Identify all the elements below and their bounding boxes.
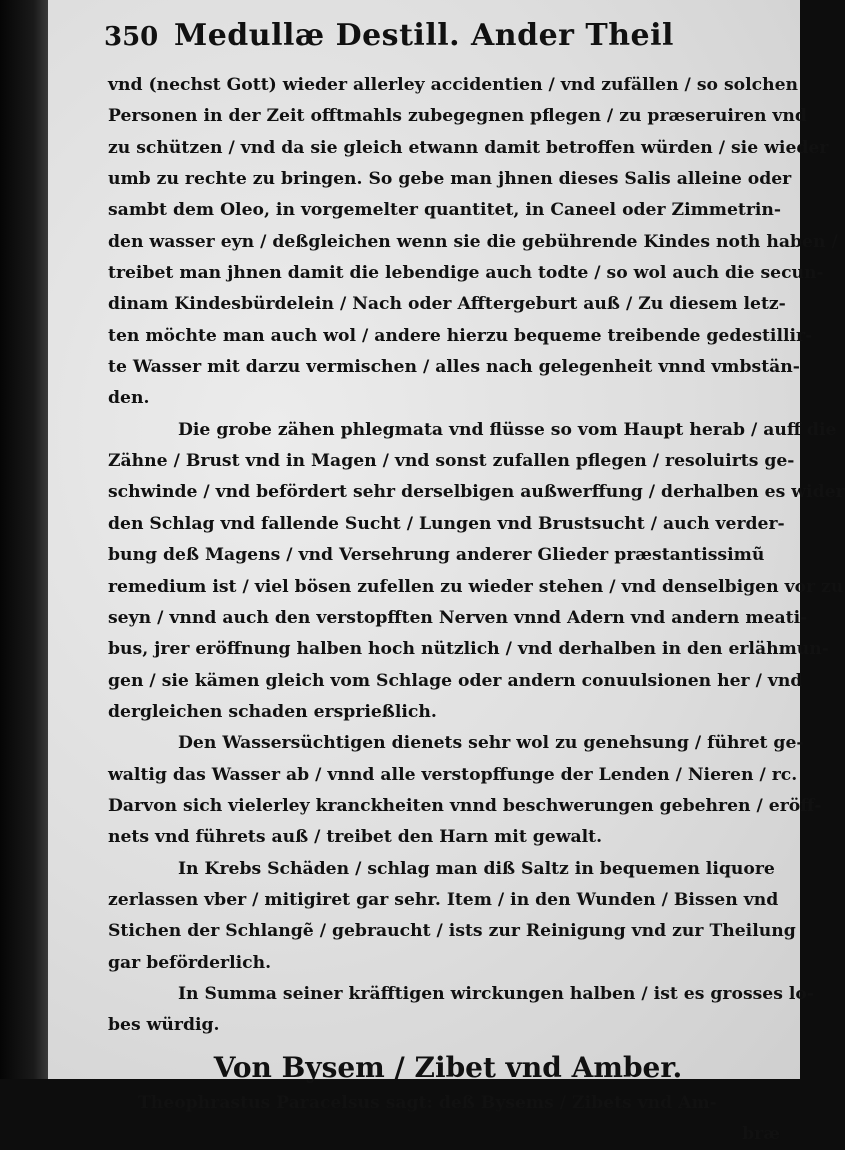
- text-line: In Krebs Schäden / schlag man diß Saltz in bequemen liquore: [178, 858, 775, 879]
- text-line: bus, jrer eröffnung halben hoch nützlich / vnd derhalben in den erlähmun-: [108, 639, 829, 660]
- paragraph-2: [108, 415, 845, 728]
- section-heading: Von Bysem / Zibet vnd Amber.: [213, 1050, 683, 1084]
- text-line: te Wasser mit darzu vermischen / alles nach gelegenheit vnnd vmbstän-: [108, 357, 800, 378]
- text-line: Die grobe zähen phlegmata vnd flüsse so vom Haupt herab / auff die: [178, 419, 837, 440]
- text-line: den Schlag vnd fallende Sucht / Lungen vnd Brustsucht / auch verder-: [108, 513, 785, 534]
- running-head: Medullæ Destill. Ander Theil: [174, 18, 674, 53]
- paragraph-1: [108, 70, 838, 415]
- book-spine-shadow: [0, 0, 48, 1079]
- text-line: zerlassen vber / mitigiret gar sehr. Item / in den Wunden / Bissen vnd: [108, 889, 779, 910]
- page-header: [104, 18, 744, 62]
- paragraph-3: [108, 728, 822, 853]
- text-line: den wasser eyn / deßgleichen wenn sie die gebührende Kindes noth haben /: [108, 231, 838, 252]
- text-line: vnd (nechst Gott) wieder allerley accidentien / vnd zufällen / so solchen: [108, 75, 799, 95]
- text-line: bes würdig.: [108, 1015, 220, 1036]
- text-line: umb zu rechte zu bringen. So gebe man jhnen dieses Salis alleine oder: [108, 169, 792, 190]
- text-line: In Summa seiner kräfftigen wirckungen halben / ist es grosses lo-: [178, 983, 815, 1004]
- text-line: dergleichen schaden ersprießlich.: [108, 701, 437, 722]
- text-line: gen / sie kämen gleich vom Schlage oder andern conuulsionen her / vnd: [108, 670, 803, 691]
- text-line: Stichen der Schlangẽ / gebraucht / ists zur Reinigung vnd zur Theilung: [108, 921, 796, 942]
- text-line: waltig das Wasser ab / vnnd alle verstopffunge der Lenden / Nieren / rc.: [108, 764, 798, 785]
- text-line: nets vnd führets auß / treibet den Harn mit gewalt.: [108, 827, 603, 848]
- text-line: dinam Kindesbürdelein / Nach oder Afftergeburt auß / Zu diesem letz-: [108, 294, 786, 315]
- text-line: ten möchte man auch wol / andere hierzu bequeme treibende gedestillir-: [108, 325, 813, 346]
- paragraph-5: [108, 979, 815, 1042]
- text-line: bung deß Magens / vnd Versehrung anderer Glieder præstantissimũ: [108, 545, 765, 566]
- text-line: Darvon sich vielerley kranckheiten vnnd beschwerungen gebehren / eröff-: [108, 795, 822, 816]
- text-line: gar beförderlich.: [108, 952, 272, 973]
- text-line: seyn / vnnd auch den verstopfften Nerven vnnd Adern vnd andern meati-: [108, 607, 808, 628]
- paragraph-4: [108, 854, 796, 979]
- text-line: Den Wassersüchtigen dienets sehr wol zu genehsung / führet ge-: [178, 733, 804, 754]
- book-page: [48, 0, 845, 1144]
- main-text-block: [108, 70, 845, 1149]
- text-line: treibet man jhnen damit die lebendige auch todte / so wol auch die secun-: [108, 263, 824, 284]
- text-line: sambt dem Oleo, in vorgemelter quantitet, in Caneel oder Zimmetrin-: [108, 200, 782, 221]
- text-line: den.: [108, 388, 150, 409]
- text-line: zu schützen / vnd da sie gleich etwann damit betroffen würden / sie wieder: [108, 137, 829, 158]
- text-line: Zähne / Brust vnd in Magen / vnd sonst zufallen pflegen / resoluirts ge-: [108, 451, 795, 472]
- text-line: remedium ist / viel bösen zufellen zu wieder stehen / vnd denselbigen vor zu: [108, 576, 844, 597]
- text-line: schwinde / vnd befördert sehr derselbigen außwerffung / derhalben es wider: [108, 482, 845, 503]
- page-number: 350: [104, 22, 159, 52]
- closing-line: Theophrastus Paracelsus sagt: deß Bysems / Zibets vnd Am-: [138, 1092, 717, 1113]
- text-line: Personen in der Zeit offtmahls zubegegnen pflegen / zu præseruiren vnd: [108, 106, 807, 127]
- catchword: bræ: [742, 1124, 780, 1144]
